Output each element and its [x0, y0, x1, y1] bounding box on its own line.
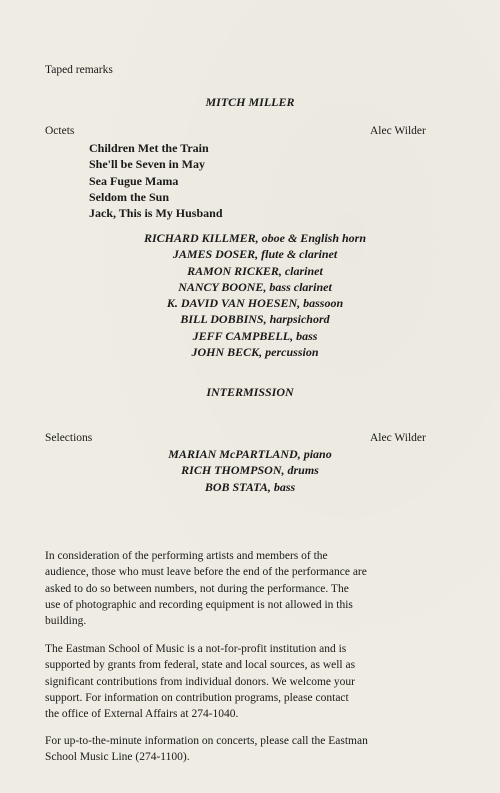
paragraph-line: The Eastman School of Music is a not-for-profit institution and is [45, 643, 347, 655]
performer: NANCY BOONE, bass clarinet [178, 279, 332, 294]
performer: JEFF CAMPBELL, bass [192, 328, 318, 343]
work-title: Seldom the Sun [89, 189, 170, 204]
work-title: Children Met the Train [89, 141, 209, 155]
music-line-notice-paragraph [45, 733, 465, 766]
octets-performer-list [0, 230, 500, 360]
intermission-heading: INTERMISSION [206, 385, 294, 399]
performer: JOHN BECK, percussion [191, 345, 319, 360]
work-title: Jack, This is My Husband [89, 206, 223, 221]
paragraph-line: supported by grants from federal, state and local sources, as well as [45, 659, 356, 672]
octets-composer: Alec Wilder [370, 125, 426, 137]
selections-composer: Alec Wilder [370, 432, 426, 444]
paragraph-line: asked to do so between numbers, not during the performance. The [45, 582, 349, 595]
paragraph-line: For up-to-the-minute information on concerts, please call the Eastman [45, 735, 368, 747]
performer: BILL DOBBINS, harpsichord [180, 312, 330, 327]
octets-label: Octets [45, 125, 75, 137]
paragraph-line: the office of External Affairs at 274-1040. [45, 708, 239, 721]
performer: RICH THOMPSON, drums [181, 463, 319, 478]
paragraph-line: School Music Line (274-1100). [45, 751, 190, 764]
support-notice-paragraph [45, 641, 465, 722]
performer: K. DAVID VAN HOESEN, bassoon [166, 296, 344, 311]
paragraph-line: significant contributions from individual donors. We welcome your [45, 675, 355, 688]
paragraph-line: support. For information on contribution programs, please contact [45, 691, 349, 704]
performer: RICHARD KILLMER, oboe & English horn [143, 231, 367, 245]
work-title: Sea Fugue Mama [89, 173, 179, 188]
paragraph-line: In consideration of the performing artists and members of the [45, 550, 328, 562]
selections-label: Selections [45, 432, 93, 444]
audience-notice-paragraph [45, 548, 465, 629]
paragraph-line: use of photographic and recording equipment is not allowed in this [45, 598, 353, 611]
performer: MARIAN McPARTLAND, piano [168, 447, 332, 461]
performer: RAMON RICKER, clarinet [187, 263, 323, 278]
performer: JAMES DOSER, flute & clarinet [172, 247, 338, 262]
performer: BOB STATA, bass [204, 479, 296, 494]
taped-remarks-label: Taped remarks [45, 64, 113, 76]
selections-performer-list [0, 446, 500, 495]
paragraph-line: building. [45, 615, 87, 628]
paragraph-line: audience, those who must leave before the end of the performance are [45, 566, 367, 579]
speaker-name: MITCH MILLER [205, 95, 295, 109]
work-title: She'll be Seven in May [89, 157, 206, 172]
octets-work-list [89, 140, 223, 221]
